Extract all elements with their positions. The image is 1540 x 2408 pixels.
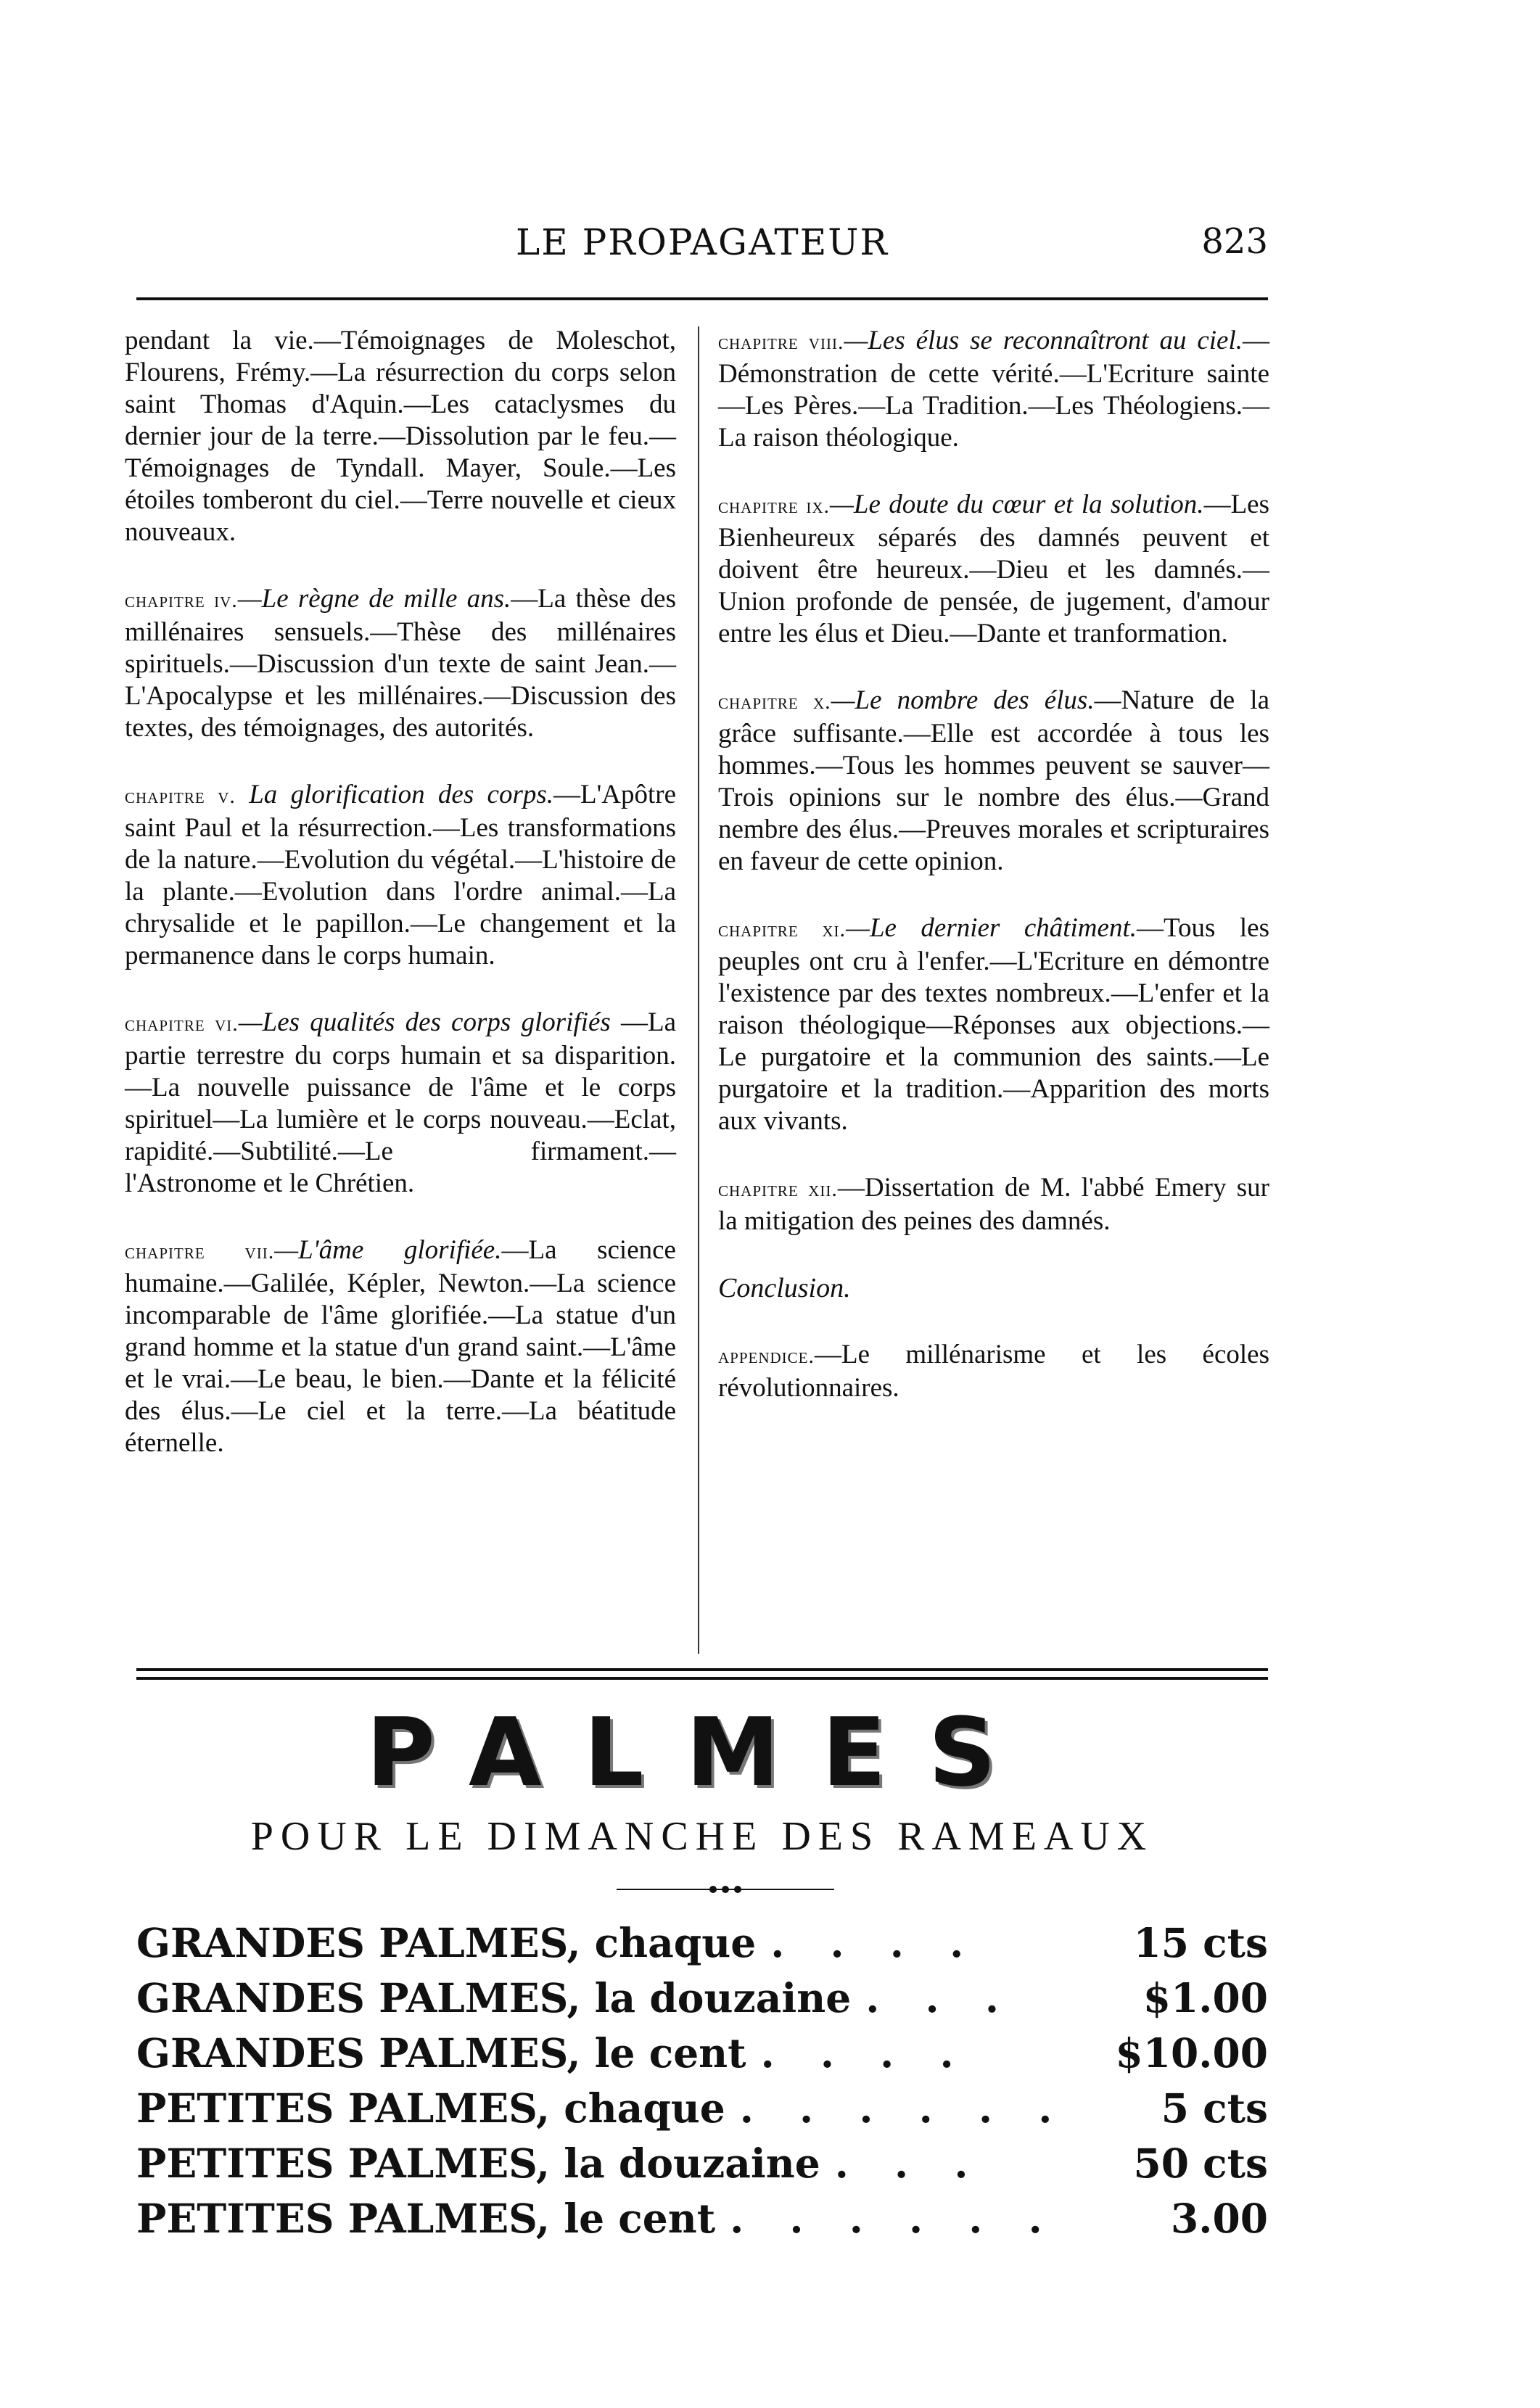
- chapter-label: chapitre viii.: [718, 330, 844, 354]
- ornament-dot: [709, 1886, 717, 1893]
- ornament-divider: [617, 1883, 834, 1896]
- ornament-dots: [709, 1883, 741, 1896]
- chapter-text: —La thèse des millénaires sensuels.—Thèse des millénaires spirituels.—Discussion d'un texte de saint Jean.—L'Apocalypse et les millénaires.—Discussion des textes, des témoignages, des autorités.: [125, 584, 676, 743]
- chapter-label: chapitre xii.: [718, 1177, 838, 1201]
- left-column: [125, 325, 676, 1494]
- chapter-title: —L'âme glorifiée.: [274, 1235, 502, 1265]
- continuation-text: pendant la vie.—Témoignages de Moleschot, Flourens, Frémy.—La résurrection du corps selon saint Thomas d'Aquin.—Les cataclysmes du dernier jour de la terre.—Dissolution par le feu.—Témoignages de Tyndall. Mayer, Soule.—Les étoiles tomberont du ciel.—Terre nouvelle et cieux nouveaux.: [125, 326, 676, 547]
- price-value: $1.00: [1142, 1974, 1268, 2021]
- page-number: 823: [1201, 221, 1268, 262]
- chapter-title: —Les élus se reconnaîtront au ciel.: [844, 326, 1243, 355]
- conclusion: Conclusion.: [718, 1273, 851, 1303]
- chapter-label: chapitre iv.: [125, 588, 238, 612]
- price-list: [136, 1915, 1268, 2246]
- chapter-text: —La science humaine.—Galilée, Képler, Newton.—La science incomparable de l'âme glorifiée.—La statue d'un grand homme et la statue d'un grand saint.—L'âme et le vrai.—Le beau, le bien.—Dante et la félicité des élus.—Le ciel et la terre.—La béatitude éternelle.: [125, 1235, 676, 1458]
- chapter-viii: [718, 325, 1269, 454]
- right-column: [718, 325, 1269, 1439]
- chapter-text: —Tous les peuples ont cru à l'enfer.—L'Ecriture en démontre l'existence par des textes nombreux.—L'enfer et la raison théologique—Réponses aux objections.—Le purgatoire et la communion des saints.—Le purgatoire et la tradition.—Apparition des morts aux vivants.: [718, 913, 1269, 1136]
- chapter-text: —Nature de la grâce suffisante.—Elle est accordée à tous les hommes.—Tous les hommes peuvent se sauver—Trois opinions sur le nombre des élus.—Grand nembre des élus.—Preuves morales et scripturaires en faveur de cette opinion.: [718, 685, 1269, 876]
- chapter-label: chapitre ix.: [718, 494, 830, 518]
- price-value: 50 cts: [1133, 2139, 1268, 2187]
- page-header: [136, 221, 1268, 272]
- chapter-title: —Les qualités des corps glorifiés: [238, 1007, 611, 1037]
- appendix-text: —Le millénarisme et les écoles révolutionnaires.: [718, 1340, 1269, 1403]
- chapter-text: —Démonstration de cette vérité.—L'Ecriture sainte—Les Pères.—La Tradition.—Les Théologiens.—La raison théologique.: [718, 326, 1269, 453]
- price-row: [136, 2190, 1268, 2246]
- chapter-title: —Le dernier châtiment.: [846, 913, 1137, 943]
- chapter-vi: [125, 1007, 676, 1200]
- chapter-xii: [718, 1172, 1269, 1237]
- chapter-label: chapitre v.: [125, 784, 236, 808]
- appendix-label: appendice.: [718, 1344, 815, 1368]
- ornament-dot: [722, 1886, 729, 1893]
- price-item: PETITES PALMES, le cent: [136, 2194, 716, 2242]
- price-value: 15 cts: [1133, 1918, 1268, 1966]
- chapter-title: —Le doute du cœur et la solution.: [830, 490, 1204, 519]
- header-rule: [136, 297, 1268, 300]
- price-item: PETITES PALMES, chaque: [136, 2084, 725, 2132]
- price-row: [136, 2080, 1268, 2135]
- chapter-iv: [125, 583, 676, 744]
- chapter-title: —Le règne de mille ans.: [237, 584, 511, 614]
- dot-leader: . . .: [865, 1974, 1015, 2021]
- chapter-ix: [718, 489, 1269, 650]
- dot-leader: . . . .: [760, 2029, 970, 2077]
- price-row: [136, 2025, 1268, 2080]
- price-row: [136, 2135, 1268, 2190]
- price-value: $10.00: [1115, 2029, 1268, 2077]
- dot-leader: . . . .: [770, 1918, 980, 1966]
- chapter-x: [718, 685, 1269, 878]
- price-item: GRANDES PALMES, la douzaine: [136, 1974, 852, 2021]
- price-row: [136, 1970, 1268, 2025]
- chapter-xi: [718, 912, 1269, 1137]
- chapter-title: La glorification des corps.: [235, 780, 553, 809]
- price-item: PETITES PALMES, la douzaine: [136, 2139, 820, 2187]
- running-title: LE PROPAGATEUR: [516, 221, 889, 263]
- dot-leader: . . . . . .: [739, 2084, 1068, 2132]
- price-value: 5 cts: [1161, 2084, 1268, 2132]
- chapter-text: —Les Bienheureux séparés des damnés peuvent et doivent être heureux.—Dieu et les damnés.—Union profonde de pensée, de jugement, d'amour entre les élus et Dieu.—Dante et tranformation.: [718, 490, 1269, 648]
- chapter-label: chapitre vii.: [125, 1240, 275, 1263]
- appendix: [718, 1339, 1269, 1404]
- advert-title: PALMES: [366, 1697, 1039, 1807]
- advert-subtitle: POUR LE DIMANCHE DES RAMEAUX: [250, 1814, 1154, 1859]
- price-row: [136, 1915, 1268, 1970]
- dot-leader: . . .: [834, 2139, 984, 2187]
- chapter-label: chapitre x.: [718, 690, 831, 714]
- column-divider: [698, 326, 699, 1654]
- chapter-label: chapitre vi.: [125, 1012, 239, 1036]
- price-item: GRANDES PALMES, chaque: [136, 1918, 757, 1966]
- chapter-v: [125, 779, 676, 972]
- section-double-rule: [136, 1668, 1268, 1680]
- chapter-text: —L'Apôtre saint Paul et la résurrection.—Les transformations de la nature.—Evolution du végétal.—L'histoire de la plante.—Evolution dans l'ordre animal.—La chrysalide et le papillon.—Le changement et la permanence dans le corps humain.: [125, 780, 677, 970]
- price-item: GRANDES PALMES, le cent: [136, 2029, 746, 2077]
- chapter-text: —Dissertation de M. l'abbé Emery sur la mitigation des peines des damnés.: [718, 1173, 1270, 1236]
- ornament-dot: [734, 1886, 741, 1893]
- continuation-paragraph: [125, 325, 676, 548]
- chapter-vii: [125, 1234, 676, 1459]
- chapter-label: chapitre xi.: [718, 918, 847, 941]
- price-value: 3.00: [1171, 2194, 1268, 2242]
- chapter-text: —La partie terrestre du corps humain et sa disparition.—La nouvelle puissance de l'âme et le corps spirituel—La lumière et le corps nouveau.—Eclat, rapidité.—Subtilité.—Le firmament.—l'Astronome et le Chrétien.: [125, 1007, 676, 1198]
- chapter-title: —Le nombre des élus.: [831, 685, 1095, 715]
- dot-leader: . . . . . .: [730, 2194, 1058, 2242]
